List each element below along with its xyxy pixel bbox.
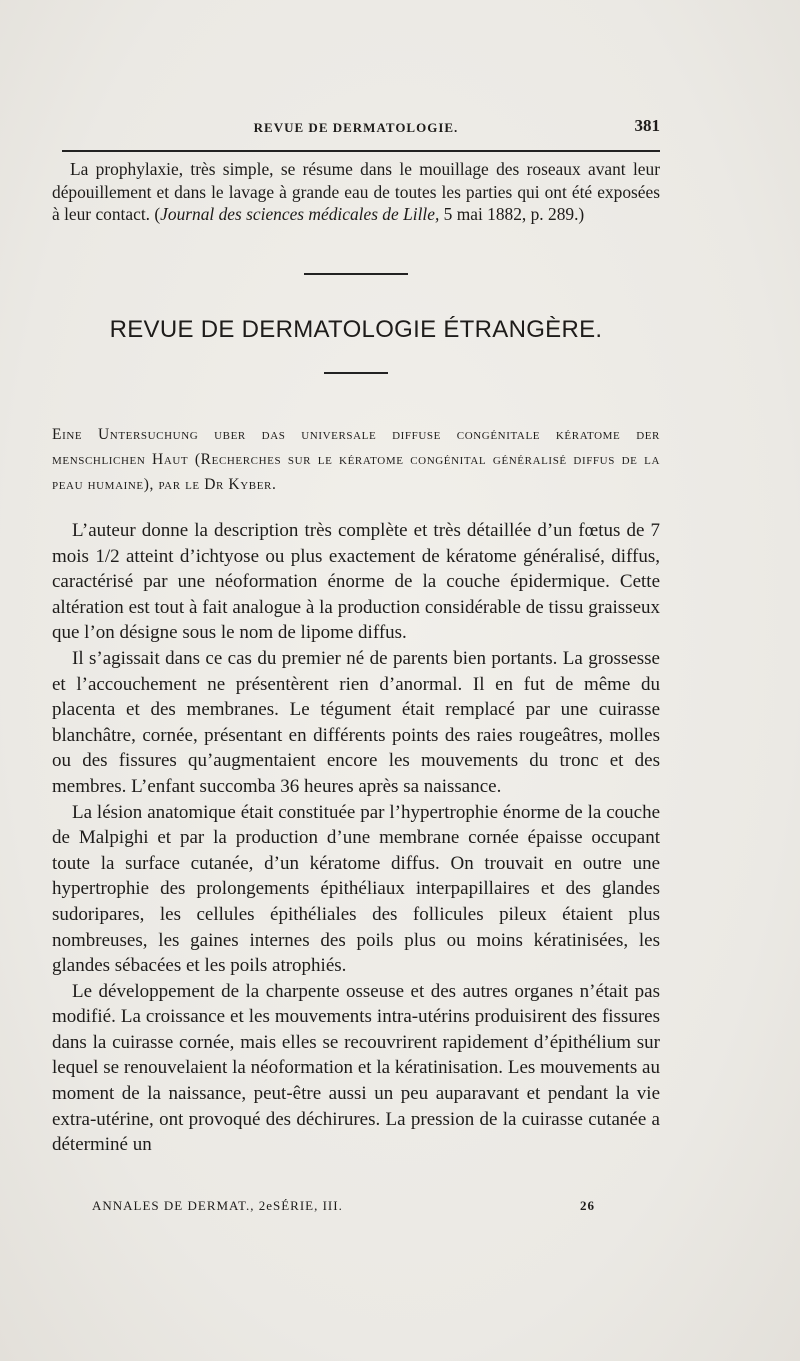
page-footer bbox=[52, 1198, 660, 1218]
running-title: REVUE DE DERMATOLOGIE. bbox=[253, 120, 459, 135]
first-paragraph bbox=[52, 158, 660, 226]
first-paragraph-text: La prophylaxie, très simple, se résume dans le mouillage des roseaux avant leur dépouillement et dans le lavage à grande eau de toutes les parties qui ont été exposées à leur contact. ( bbox=[52, 159, 660, 224]
journal-title: Journal des sciences médicales de Lille, bbox=[160, 204, 440, 224]
body-paragraph: Le développement de la charpente osseuse et des autres organes n’était pas modifié. La croissance et les mouvements intra-utérins produisirent des fissures dans la cuirasse cornée, mais elles se recouvrirent rapidement d’épithélium sur lequel se renouvelaient la néoformation et la kératinisation. Les mouvements au moment de la naissance, peut-être aussi un peu auparavant et pendant la vie extra-utérine, ont provoqué des déchirures. La pression de la cuirasse cutanée a déterminé un bbox=[52, 980, 660, 1156]
article-heading: Eine Untersuchung uber das universale diffuse congénitale kératome der menschlichen Haut (Recherches sur le kératome congénital généralisé diffus de la peau humaine), par le Dr Kyber. bbox=[52, 426, 660, 493]
journal-citation: 5 mai 1882, p. 289.) bbox=[439, 204, 585, 224]
header-rule bbox=[62, 150, 660, 152]
section-title: REVUE DE DERMATOLOGIE ÉTRANGÈRE. bbox=[109, 316, 603, 343]
signature-mark: 26 bbox=[580, 1198, 595, 1213]
body-paragraph: L’auteur donne la description très complète et très détaillée d’un fœtus de 7 mois 1/2 atteint d’ichtyose ou plus exactement de kératome généralisé, diffus, caractérisé par une néoformation énorme de la couche épidermique. Cette altération est tout à fait analogue à la production considérable de tissu graisseux que l’on désigne sous le nom de lipome diffus. bbox=[52, 520, 660, 644]
article-body bbox=[52, 518, 660, 1158]
running-head bbox=[52, 118, 660, 140]
footer-citation: ANNALES DE DERMAT., 2eSÉRIE, III. bbox=[92, 1198, 343, 1213]
page-number: 381 bbox=[634, 116, 660, 135]
section-divider-bottom bbox=[324, 372, 388, 374]
section-divider-top bbox=[304, 273, 408, 275]
body-paragraph: La lésion anatomique était constituée par l’hypertrophie énorme de la couche de Malpighi et par la production d’une membrane cornée épaisse occupant toute la surface cutanée, d’un kératome diffus. On trouvait en outre une hypertrophie des prolongements épithéliaux interpapillaires et des glandes sudoripares, les cellules épithéliales des follicules pileux étaient plus nombreuses, les gaines internes des poils plus ou moins kératinisées, les glandes sébacées et les poils atrophiés. bbox=[52, 801, 660, 977]
body-paragraph: Il s’agissait dans ce cas du premier né de parents bien portants. La grossesse et l’accouchement ne présentèrent rien d’anormal. Il en fut de même du placenta et des membranes. Le tégument était remplacé par une cuirasse blanchâtre, cornée, présentant en différents points des raies rougeâtres, molles ou des fissures qu’augmentaient encore les mouvements du tronc et des membres. L’enfant succomba 36 heures après sa naissance. bbox=[52, 647, 660, 797]
